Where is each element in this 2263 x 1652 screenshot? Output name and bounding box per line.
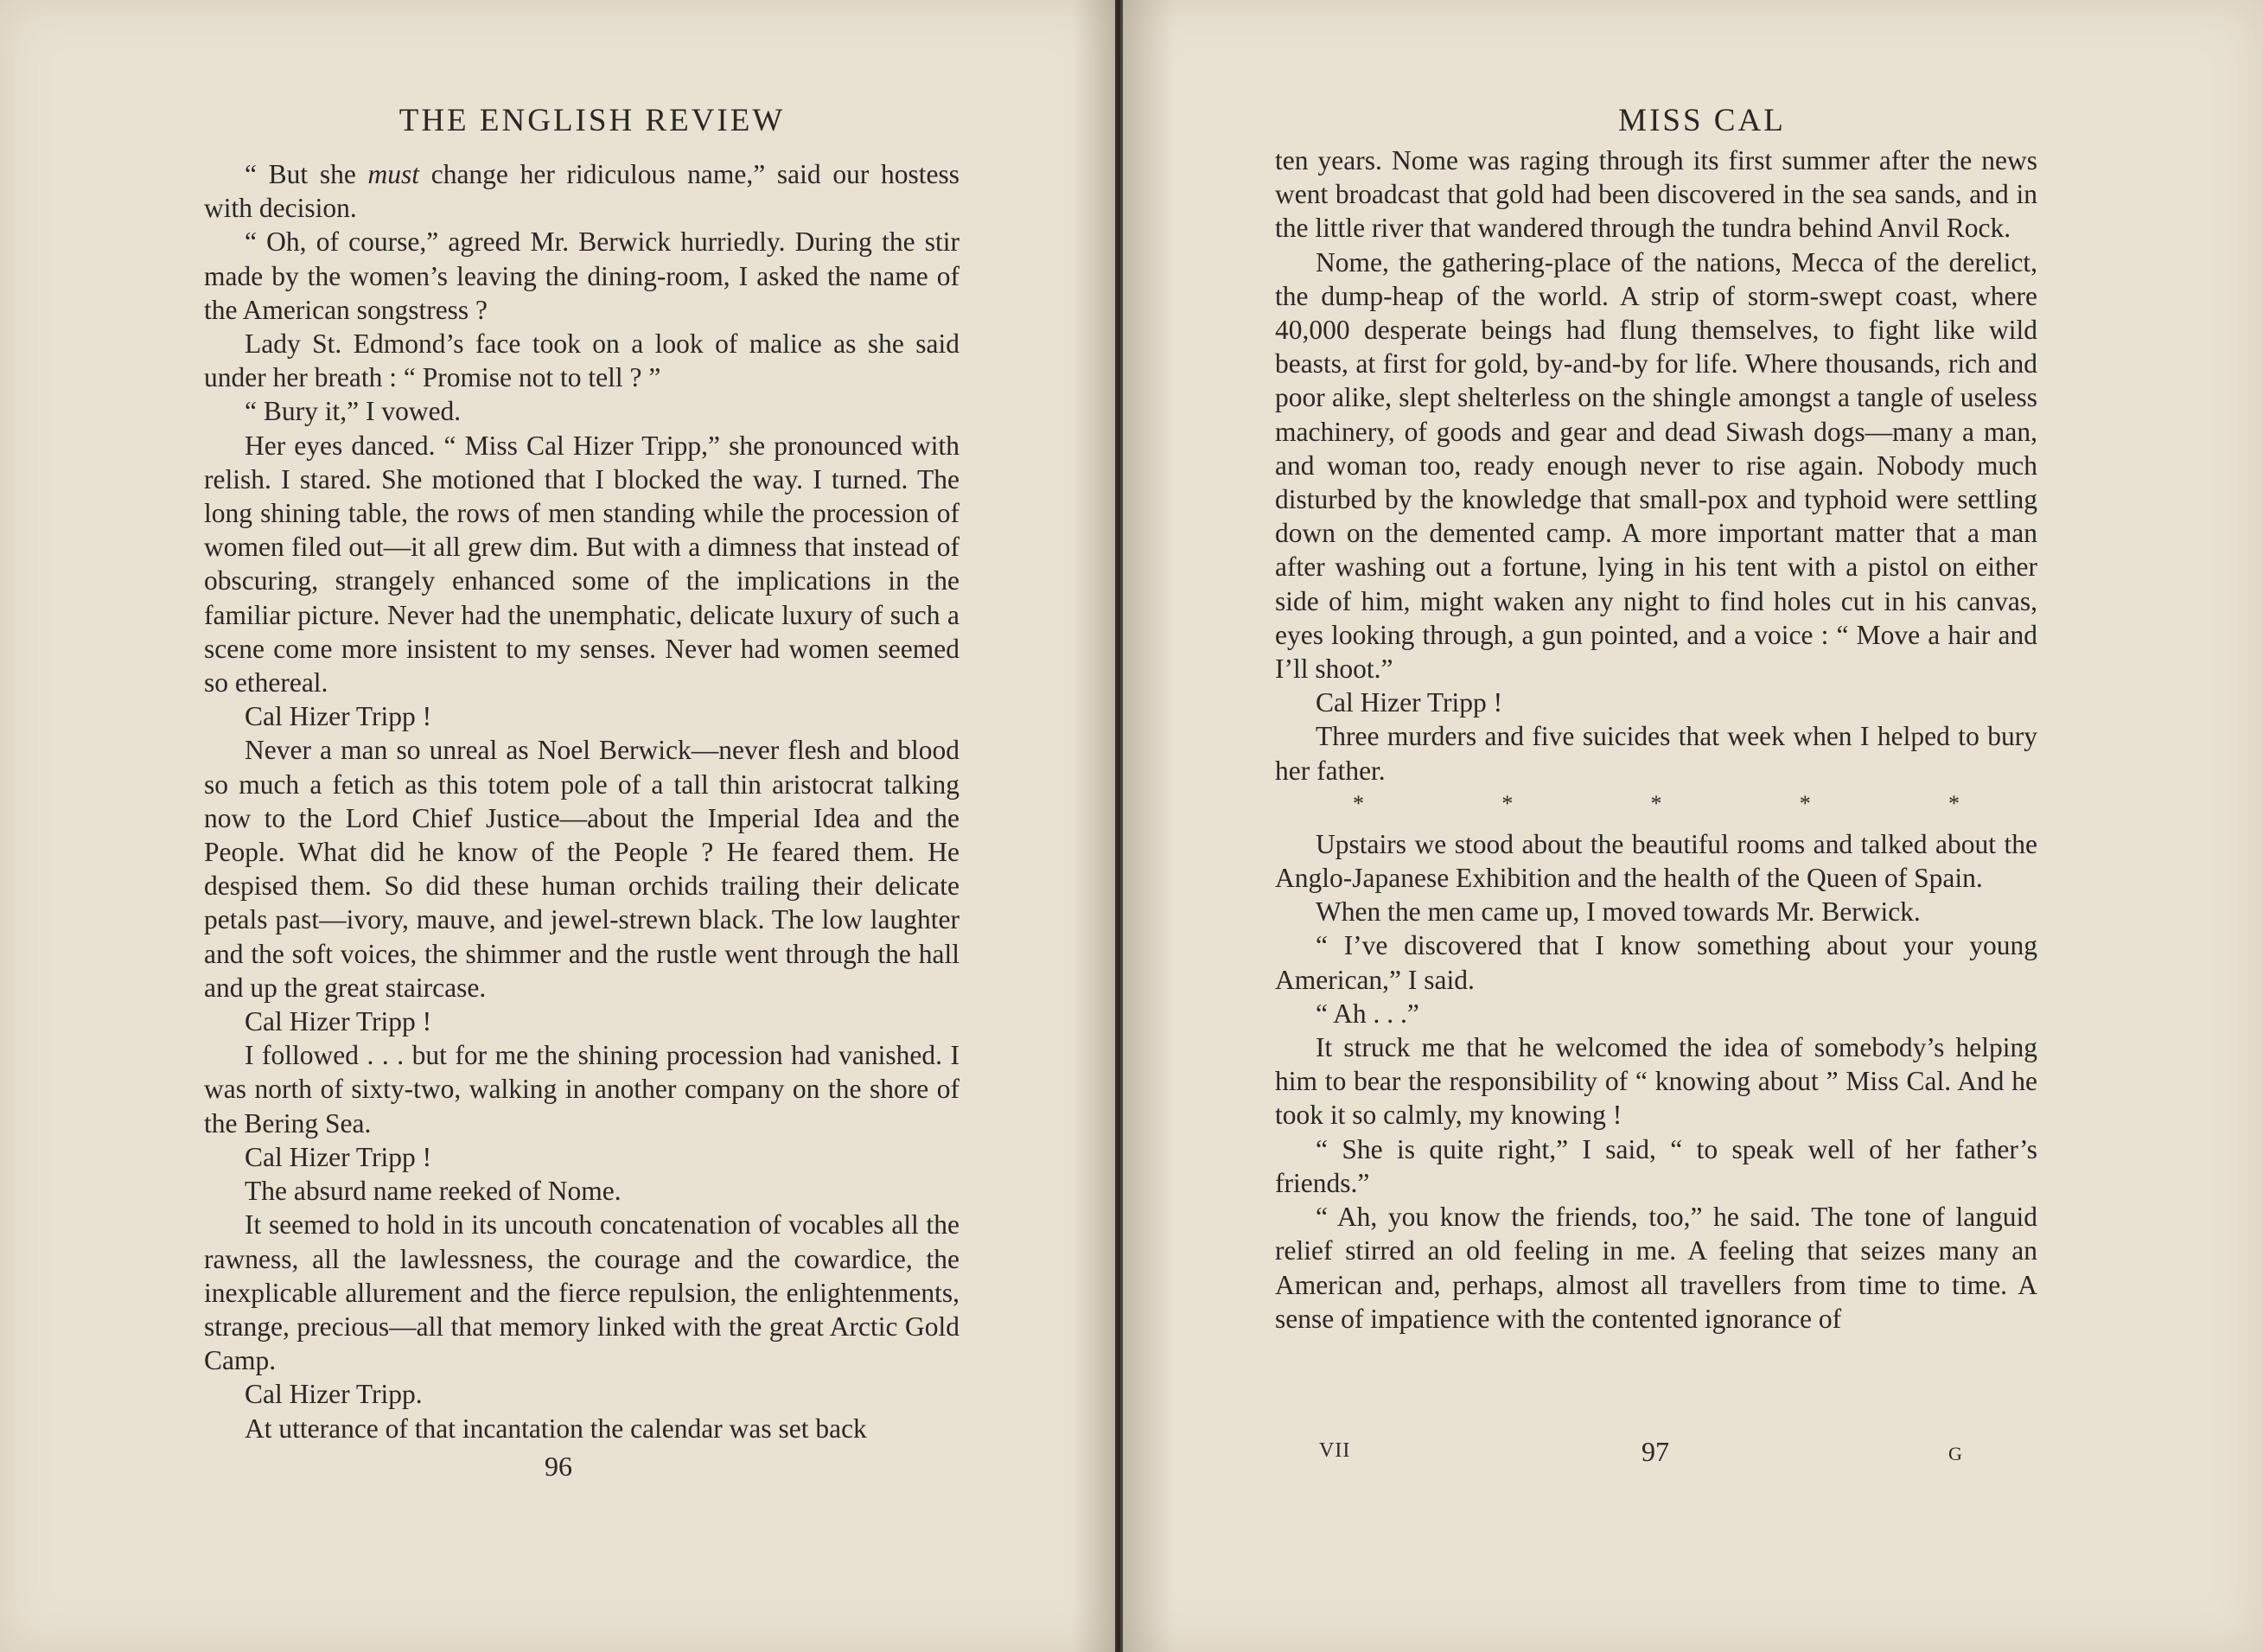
left-page <box>0 0 1117 1652</box>
paragraph: “ She is quite right,” I said, “ to speak well of her father’s friends.” <box>1275 1133 2037 1198</box>
paragraph: Cal Hizer Tripp. <box>245 1379 423 1410</box>
section-break-star: * <box>1799 791 1811 817</box>
paragraph: I followed . . . but for me the shining procession had vanished. I was north of sixty-two, walking in another company on the shore of the Bering Sea. <box>204 1040 959 1139</box>
paragraph: “ Ah, you know the friends, too,” he said. The tone of languid relief stirred an old feeling in me. A feeling that seizes many an American and, perhaps, almost all travellers from time to time. A sense of impatience with the contented ignorance of <box>1275 1202 2037 1334</box>
paragraph: Nome, the gathering-place of the nations, Mecca of the derelict, the dump-heap of the world. A strip of storm-swept coast, where 40,000 desperate beings had flung themselves, to fight like wild beasts, at first for gold, by-and-by for life. Where thousands, rich and poor alike, slept shelterless on the shingle amongst a tangle of useless machinery, of goods and gear and dead Siwash dogs—many a man, and woman too, ready enough never to rise again. Nobody much disturbed by the knowledge that small-pox and typhoid were settling down on the demented camp. A more important matter that a man after washing out a fortune, lying in his tent with a pistol on either side of him, might waken any night to find holes cut in his canvas, eyes looking through, a gun pointed, and a voice : “ Move a hair and I’ll shoot.” <box>1275 246 2037 685</box>
paragraph: Upstairs we stood about the beautiful rooms and talked about the Anglo-Japanese Exhibition and the health of the Queen of Spain. <box>1275 828 2037 894</box>
emphasis: must <box>367 159 420 189</box>
paragraph: “ Oh, of course,” agreed Mr. Berwick hurriedly. During the stir made by the women’s leaving the dining-room, I asked the name of the American songstress ? <box>204 226 959 325</box>
paragraph: The absurd name reeked of Nome. <box>245 1176 622 1207</box>
running-head-left: THE ENGLISH REVIEW <box>398 103 786 138</box>
gutter-shadow-left <box>1072 0 1120 1652</box>
signature-mark-left: VII <box>1319 1439 1351 1462</box>
section-break-star: * <box>1501 791 1514 817</box>
paragraph: “ But she must change her ridiculous name,” said our hostess with decision. <box>204 159 960 224</box>
paragraph: Her eyes danced. “ Miss Cal Hizer Tripp,” she pronounced with relish. I stared. She motioned that I blocked the way. I turned. The long shining table, the rows of men standing while the procession of women filed out—it all grew dim. But with a dimness that instead of obscuring, strangely enhanced some of the implications in the familiar picture. Never had the unemphatic, delicate luxury of such a scene come more insistent to my senses. Never had women seemed so ethereal. <box>204 430 959 698</box>
paragraph: “ Bury it,” I vowed. <box>245 396 462 427</box>
paragraph: Cal Hizer Tripp ! <box>245 1141 432 1172</box>
paragraph: Cal Hizer Tripp ! <box>245 1006 432 1037</box>
signature-mark-right: G <box>1948 1443 1962 1464</box>
right-page-text <box>1275 144 2037 1336</box>
paragraph: Three murders and five suicides that week when I helped to bury her father. <box>1275 721 2037 786</box>
paragraph: It struck me that he welcomed the idea of somebody’s helping him to bear the responsibility of “ knowing about ” Miss Cal. And he took it so calmly, my knowing ! <box>1275 1032 2037 1131</box>
paragraph: ten years. Nome was raging through its first summer after the news went broadcast that gold had been discovered in the sea sands, and in the little river that wandered through the tundra behind Anvil Rock. <box>1275 145 2037 244</box>
section-break-star: * <box>1948 791 1960 817</box>
section-break <box>1275 789 2037 819</box>
paragraph: Cal Hizer Tripp ! <box>1316 687 1503 718</box>
paragraph: Cal Hizer Tripp ! <box>245 701 432 732</box>
paragraph: It seemed to hold in its uncouth concatenation of vocables all the rawness, all the lawlessness, the courage and the cowardice, the inexplicable allurement and the fierce repulsion, the enlightenments, strange, precious—all that memory linked with the great Arctic Gold Camp. <box>204 1209 959 1376</box>
gutter-shadow-right <box>1123 0 1175 1652</box>
paragraph: “ Ah . . .” <box>1316 998 1419 1029</box>
right-page <box>1120 0 2263 1652</box>
running-head-right: MISS CAL <box>1618 103 1786 138</box>
paragraph: Never a man so unreal as Noel Berwick—never flesh and blood so much a fetich as this totem pole of a tall thin aristocrat talking now to the Lord Chief Justice—about the Imperial Idea and the People. What did he know of the People ? He feared them. He despised them. So did these human orchids trailing their delicate petals past—ivory, mauve, and jewel-strewn black. The low laughter and the soft voices, the shimmer and the rustle went through the hall and up the great staircase. <box>204 735 959 1003</box>
page-number-right: 97 <box>1641 1436 1669 1467</box>
paragraph: When the men came up, I moved towards Mr. Berwick. <box>1316 896 1921 928</box>
paragraph: At utterance of that incantation the calendar was set back <box>245 1413 867 1444</box>
paragraph: Lady St. Edmond’s face took on a look of malice as she said under her breath : “ Promise not to tell ? ” <box>204 328 959 393</box>
page-number-left: 96 <box>545 1451 572 1482</box>
paragraph: “ I’ve discovered that I know something about your young American,” I said. <box>1275 930 2037 995</box>
section-break-star: * <box>1353 791 1364 817</box>
section-break-star: * <box>1650 791 1662 817</box>
left-page-text <box>204 157 959 1445</box>
